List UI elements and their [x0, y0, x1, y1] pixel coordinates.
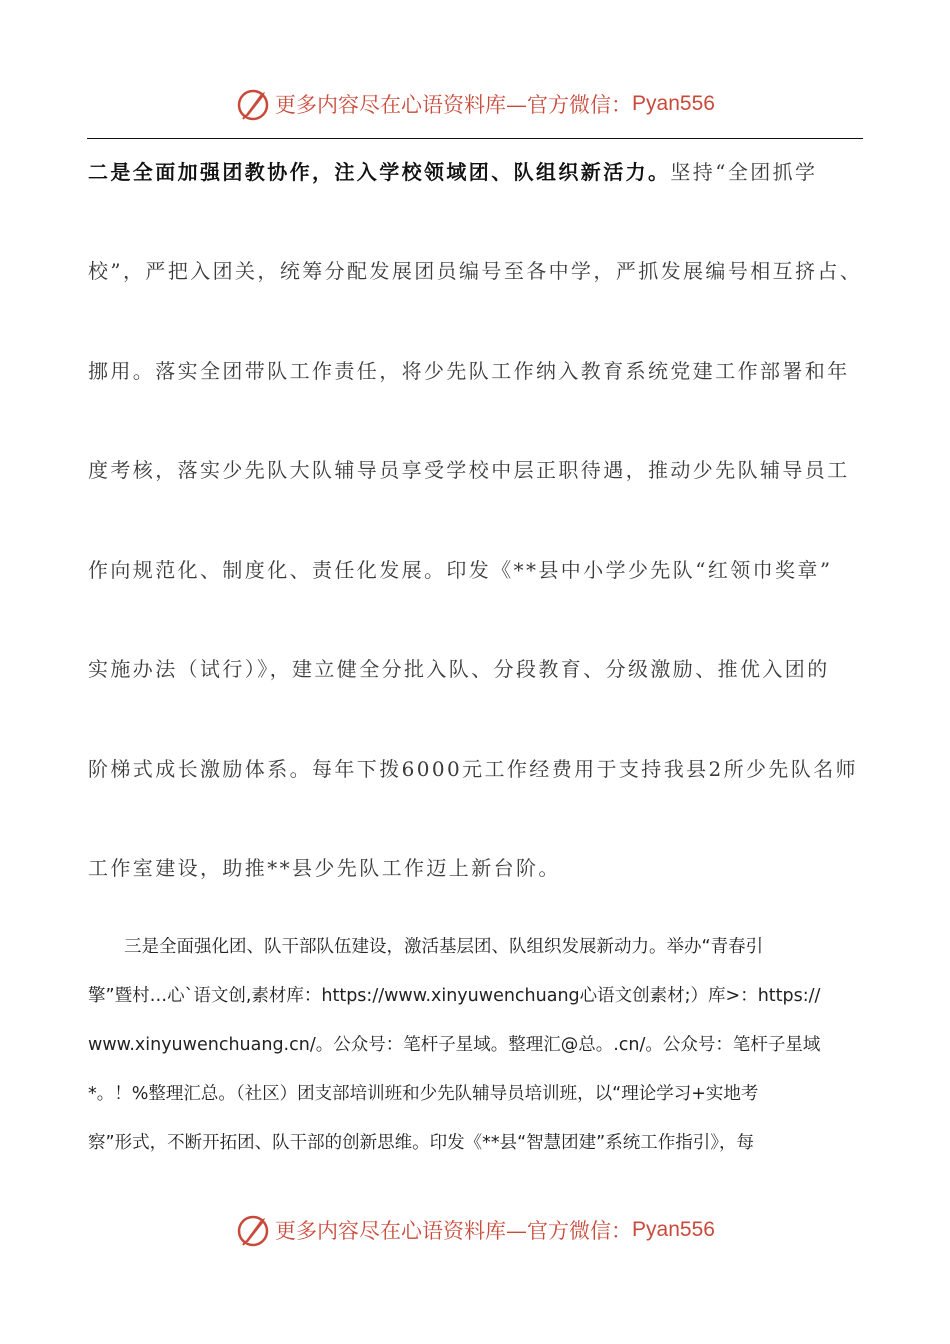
- banner-text: 更多内容尽在心语资料库—官方微信：: [275, 1219, 633, 1243]
- para3-line: 擎”暨村…心`语文创,素材库：https://www.xinyuwenchuang心语文创素材;）库>：https://: [88, 986, 821, 1006]
- para3-line: www.xinyuwenchuang.cn/。公众号：笔杆子星域。整理汇@总。.cn/。公众号：笔杆子星域: [88, 1035, 821, 1055]
- para2-line: 工作室建设，助推**县少先队工作迈上新台阶。: [88, 856, 561, 880]
- banner-wechat-id: Pyan556: [632, 92, 715, 115]
- quill-pen-icon: [235, 86, 271, 122]
- footer-banner: [0, 1210, 950, 1250]
- header-divider: [87, 138, 863, 139]
- banner-text: 更多内容尽在心语资料库—官方微信：: [275, 93, 633, 117]
- para3-line: *。！%整理汇总。（社区）团支部培训班和少先队辅导员培训班，以“理论学习+实地考: [88, 1084, 759, 1104]
- para2-line: 校”，严把入团关，统筹分配发展团员编号至各中学，严抓发展编号相互挤占、: [88, 259, 863, 283]
- quill-pen-icon: [235, 1212, 271, 1248]
- para2-line: 度考核，落实少先队大队辅导员享受学校中层正职待遇，推动少先队辅导员工: [88, 458, 850, 482]
- para2-line: 作向规范化、制度化、责任化发展。印发《**县中小学少先队“红领巾奖章”: [88, 558, 833, 582]
- para3-line: 三是全面强化团、队干部队伍建设，激活基层团、队组织发展新动力。举办“青春引: [124, 937, 764, 957]
- banner-wechat-id: Pyan556: [632, 1218, 715, 1241]
- para2-line: 实施办法（试行）》，建立健全分批入队、分段教育、分级激励、推优入团的: [88, 657, 830, 681]
- para2-heading: 二是全面加强团教协作，注入学校领域团、队组织新活力。: [88, 160, 671, 184]
- para3-line: 察”形式，不断开拓团、队干部的创新思维。印发《**县“智慧团建”系统工作指引》，每: [88, 1133, 754, 1153]
- para2-text: 坚持“全团抓学: [670, 160, 818, 184]
- para2-line: 挪用。落实全团带队工作责任，将少先队工作纳入教育系统党建工作部署和年: [88, 359, 850, 383]
- para2-line: 阶梯式成长激励体系。每年下拨6000元工作经费用于支持我县2所少先队名师: [88, 757, 859, 781]
- header-banner: [0, 84, 950, 124]
- para2-line: [88, 156, 864, 185]
